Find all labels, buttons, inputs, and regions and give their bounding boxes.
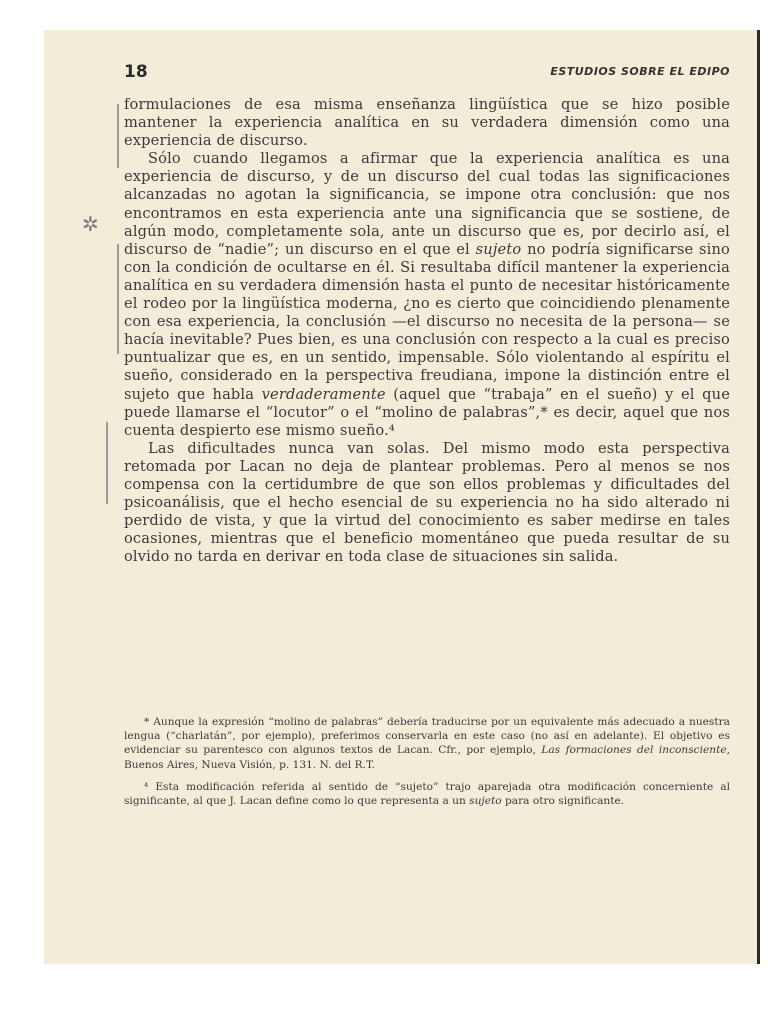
footnote-2-part-b: para otro significante. (501, 795, 625, 808)
footnote-1-italic-title: Las formaciones del inconsciente (541, 744, 727, 757)
margin-bar-middle (117, 244, 119, 354)
paragraph-2-part-b: no podría significarse sino con la condición de ocultarse en él. Si resultaba difícil mantener la experiencia analítica en su verdadera dimensión hasta el punto de necesitar históricamente el rodeo por la lingüística moderna, ¿no es cierto que coincidiendo plenamente con esa experiencia, la conclusión —el discurso no necesita de la persona— se hacía inevitable? Pues bien, es una conclusión con respecto a la cual es preciso puntualizar que es, en un sentido, impensable. Sólo violentando al espíritu el sueño, considerado en la perspectiva freudiana, impone la distinción entre el sujeto que habla (124, 240, 730, 403)
running-head: ESTUDIOS SOBRE EL EDIPO (550, 65, 730, 78)
footnote-1-part-b: , Buenos Aires, Nueva Visión, p. 131. N. del R.T. (124, 744, 730, 771)
paragraph-2-part-a: Sólo cuando llegamos a afirmar que la experiencia analítica es una experiencia de discurso, y de un discurso del cual todas las significaciones alcanzadas no agotan la significancia, se impone otra conclusión: que nos encontramos en esta experiencia ante una significancia que se sostiene, de algún modo, completamente sola, ante un discurso que es, por decirlo así, el discurso de “nadie”; un discurso en el que el (124, 150, 730, 258)
margin-bar-lower (106, 422, 108, 504)
paragraph-2-part-c: (aquel que “trabaja” en el sueño) y el que puede llamarse el “locutor” o el “molino de palabras”,* es decir, aquel que nos cuenta despierto ese mismo sueño.⁴ (124, 385, 730, 439)
footnote-1 (124, 715, 730, 772)
page-number: 18 (124, 62, 148, 82)
margin-bar-top (117, 104, 119, 168)
paragraph-2 (124, 150, 730, 440)
italic-sujeto: sujeto (475, 240, 522, 258)
paragraph-1: formulaciones de esa misma enseñanza lingüística que se hizo posible mantener la experiencia analítica en su verdadera dimensión como una experiencia de discurso. (124, 96, 730, 150)
book-page (44, 30, 760, 964)
paragraph-3: Las dificultades nunca van solas. Del mismo modo esta perspectiva retomada por Lacan no deja de plantear problemas. Pero al menos se nos compensa con la certidumbre de que son ellos problemas y dificultades del psicoanálisis, que el hecho esencial de su experiencia no ha sido alterado ni perdido de vista, y que la virtud del conocimiento es saber medirse en tales ocasiones, mientras que el beneficio momentáneo que pueda resultar de su olvido no tarda en derivar en toda clase de situaciones sin salida. (124, 439, 730, 566)
footnotes (124, 715, 730, 816)
page-header (124, 62, 730, 84)
italic-verdaderamente: verdaderamente (261, 385, 386, 403)
footnote-2-part-a: ⁴ Esta modificación referida al sentido de “sujeto” trajo aparejada otra modificación concerniente al significante, al que J. Lacan define como lo que representa a un (124, 780, 730, 808)
body-text (124, 96, 730, 566)
margin-star-mark: ✲ (82, 212, 99, 236)
footnote-2-italic-sujeto: sujeto (469, 795, 502, 808)
footnote-2 (124, 780, 730, 808)
footnote-1-part-a: * Aunque la expresión “molino de palabras” debería traducirse por un equivalente más adecuado a nuestra lengua (“charlatán”, por ejemplo), preferimos conservarla en este caso (no así en adelante). El objetivo es evidenciar su parentesco con algunos textos de Lacan. Cfr., por ejemplo, (124, 716, 730, 757)
